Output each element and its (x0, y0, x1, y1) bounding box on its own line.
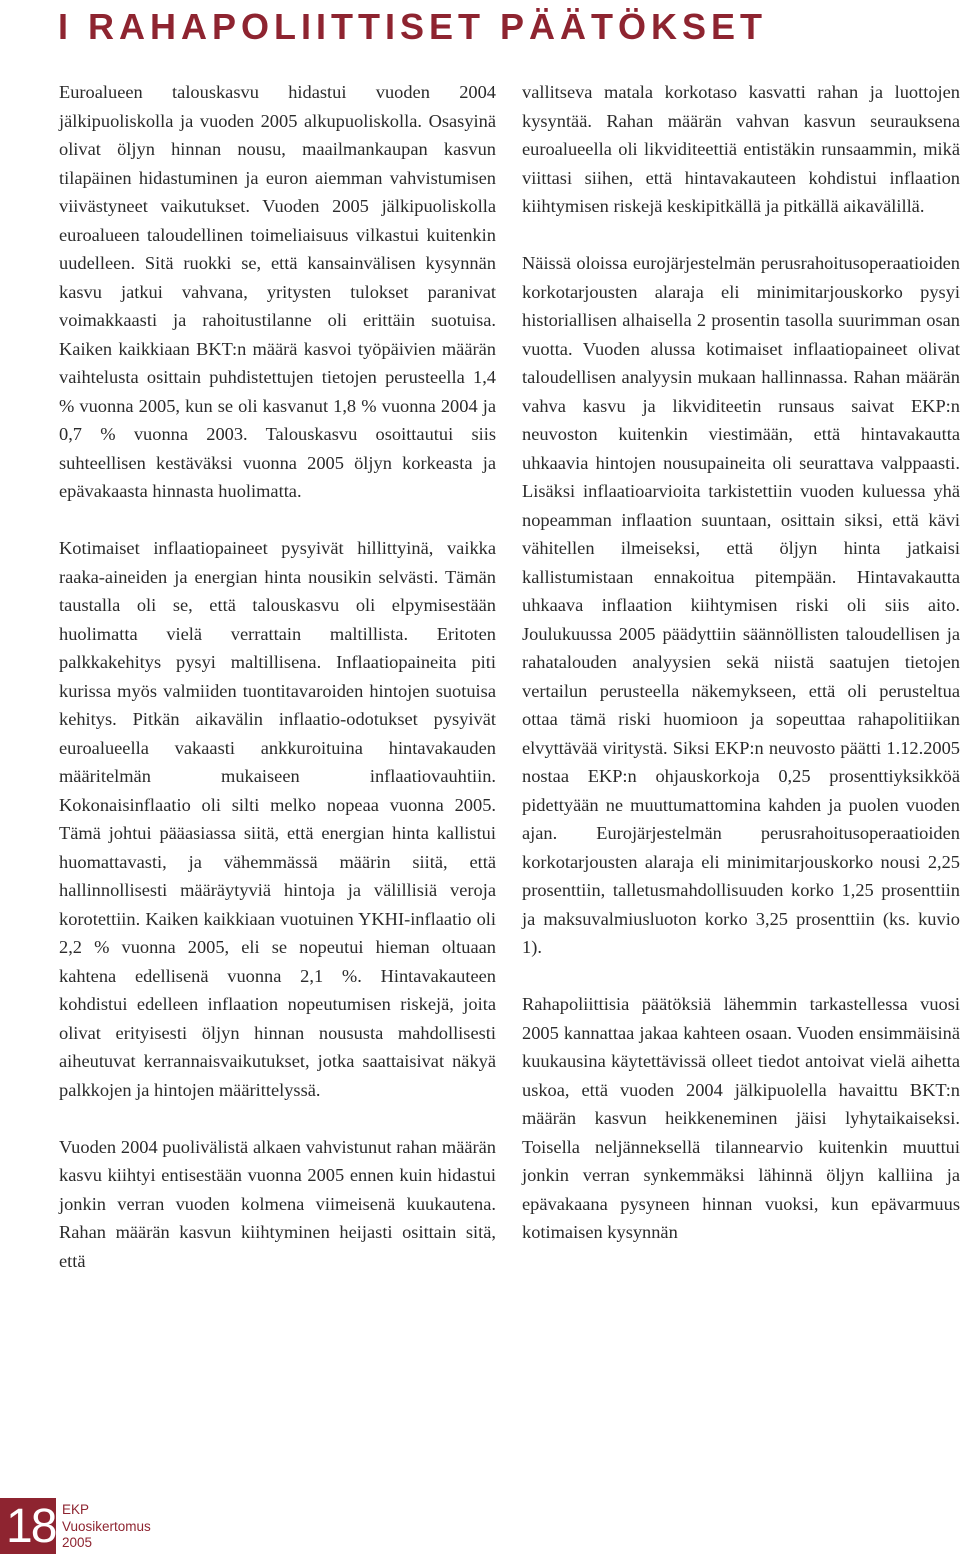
footer-year: 2005 (62, 1535, 93, 1550)
page-number: 18 (6, 1500, 56, 1553)
paragraph: Euroalueen talouskasvu hidastui vuoden 2004 jälkipuoliskolla ja vuoden 2005 alkupuoliskolla. Osasyinä olivat öljyn hinnan nousu, maailmankaupan kasvun tilapäinen hidastuminen ja euron aiemman vahvistumisen viivästyneet vaikutukset. Vuoden 2005 jälkipuoliskolla euroalueen taloudellinen toimeliaisuus vilkastui kuitenkin uudelleen. Sitä ruokki se, että kansainvälisen kysynnän kasvu jatkui vahvana, yritysten tulokset paranivat voimakkaasti ja rahoitustilanne oli erittäin suotuisa. Kaiken kaikkiaan BKT:n määrä kasvoi työpäivien määrän vaihtelusta osittain puhdistettujen tietojen perusteella 1,4 % vuonna 2005, kun se oli kasvanut 1,8 % vuonna 2004 ja 0,7 % vuonna 2003. Talouskasvu osoittautui siis suhteellisen kestäväksi vuonna 2005 öljyn korkeasta ja epävakaasta hinnasta huolimatta. (59, 82, 496, 501)
footer-publication (62, 1502, 151, 1552)
paragraph: vallitseva matala korkotaso kasvatti rahan ja luottojen kysyntää. Rahan määrän vahvan kasvun seurauksena euroalueella oli likviditeettiä entistäkin runsaammin, mikä viittasi siihen, että hintavakauteen kohdistui inflaation kiihtymisen riskejä keskipitkällä ja pitkällä aikavälillä. (522, 82, 960, 216)
chapter-title: I RAHAPOLIITTISET PÄÄTÖKSET (58, 6, 768, 47)
right-column (522, 78, 960, 1247)
footer-publisher: EKP (62, 1502, 90, 1517)
paragraph: Kotimaiset inflaatiopaineet pysyivät hillittyinä, vaikka raaka-aineiden ja energian hinta nousikin selvästi. Tämän taustalla oli se, että talouskasvu oli elpymisestään huolimatta vielä verrattain maltillista. Eritoten palkkakehitys pysyi maltillisena. Inflaatiopaineita piti kurissa myös valmiiden tuontitavaroiden hintojen suotuisa kehitys. Pitkän aikavälin inflaatio-odotukset pysyivät euroalueella vakaasti ankkuroituina hintavakauden määritelmän mukaiseen inflaatiovauhtiin. Kokonaisinflaatio oli silti melko nopeaa vuonna 2005. Tämä johtui pääasiassa siitä, että energian hinta kallistui huomattavasti, ja vähemmässä määrin siitä, että hallinnollisesti määräytyviä hintoja ja välillisiä veroja korotettiin. Kaiken kaikkiaan vuotuinen YKHI-inflaatio oli 2,2 % vuonna 2005, eli se nopeutui hieman oltuaan kahtena edellisenä vuonna 2,1 %. Hintavakauteen kohdistui edelleen inflaation nopeutumisen riskejä, joita olivat erityisesti öljyn hinnan noususta mahdollisesti aiheutuvat kerrannaisvaikutukset, jotka saattaisivat näkyä palkkojen ja hintojen määrittelyssä. (59, 538, 496, 1100)
paragraph: Vuoden 2004 puolivälistä alkaen vahvistunut rahan määrän kasvu kiihtyi entisestään vuonna 2005 ennen kuin hidastui jonkin verran vuoden kolmena viimeisenä kuukautena. Rahan määrän kasvun kiihtyminen heijasti osittain sitä, että (59, 1136, 496, 1271)
footer-title: Vuosikertomus (62, 1518, 151, 1534)
paragraph: Näissä oloissa eurojärjestelmän perusrahoitusoperaatioiden korkotarjousten alaraja eli minimitarjouskorko pysyi historiallisen alhaisella 2 prosentin tasolla suurimman osan vuotta. Vuoden alussa kotimaiset inflaatiopaineet olivat taloudellisen analyysin mukaan hallinnassa. Rahan määrän vahva kasvu ja likviditeetin runsaus saivat EKP:n neuvoston kuitenkin viestimään, että hintavakautta uhkaavia hintojen nousupaineita oli seurattava valppaasti. Lisäksi inflaatioarvioita tarkistettiin vuoden kuluessa yhä nopeamman inflaation suuntaan, osittain siksi, että kävi vähitellen ilmeiseksi, että öljyn hinta jatkaisi kallistumistaan ennakoitua pitempään. Hintavakautta uhkaava inflaation kiihtymisen riski oli siis aito. Joulukuussa 2005 päädyttiin säännöllisten taloudellisen ja rahatalouden analyysien sekä niistä saatujen tietojen vertailun perusteella näkemykseen, että oli perusteltua ottaa tämä riski huomioon ja sopeuttaa rahapolitiikan elvyttävää viritystä. Siksi EKP:n neuvosto päätti 1.12.2005 nostaa EKP:n ohjauskorkoja 0,25 prosenttiyksikköä pidettyään ne muuttumattomina kahden ja puolen vuoden ajan. Eurojärjestelmän perusrahoitusoperaatioiden korkotarjousten alaraja eli minimitarjouskorko nousi 2,25 prosenttiin, talletusmahdollisuuden korko 1,25 prosenttiin ja maksuvalmiusluoton korko 3,25 prosenttiin (ks. kuvio 1). (522, 253, 960, 957)
paragraph: Rahapoliittisia päätöksiä lähemmin tarkastellessa vuosi 2005 kannattaa jakaa kahteen osaan. Vuoden ensimmäisinä kuukausina käytettävissä olleet tiedot antoivat vielä aihetta uskoa, että vuoden 2004 jälkipuolella havaittu BKT:n määrän kasvun heikkeneminen jäisi lyhytaikaiseksi. Toisella neljänneksellä tilannearvio kuitenkin muuttui jonkin verran synkemmäksi lähinnä öljyn kalliina ja epävakaana pysyneen hinnan vuoksi, kun epävarmuus kotimaisen kysynnän (522, 994, 960, 1242)
left-column (59, 78, 496, 1275)
